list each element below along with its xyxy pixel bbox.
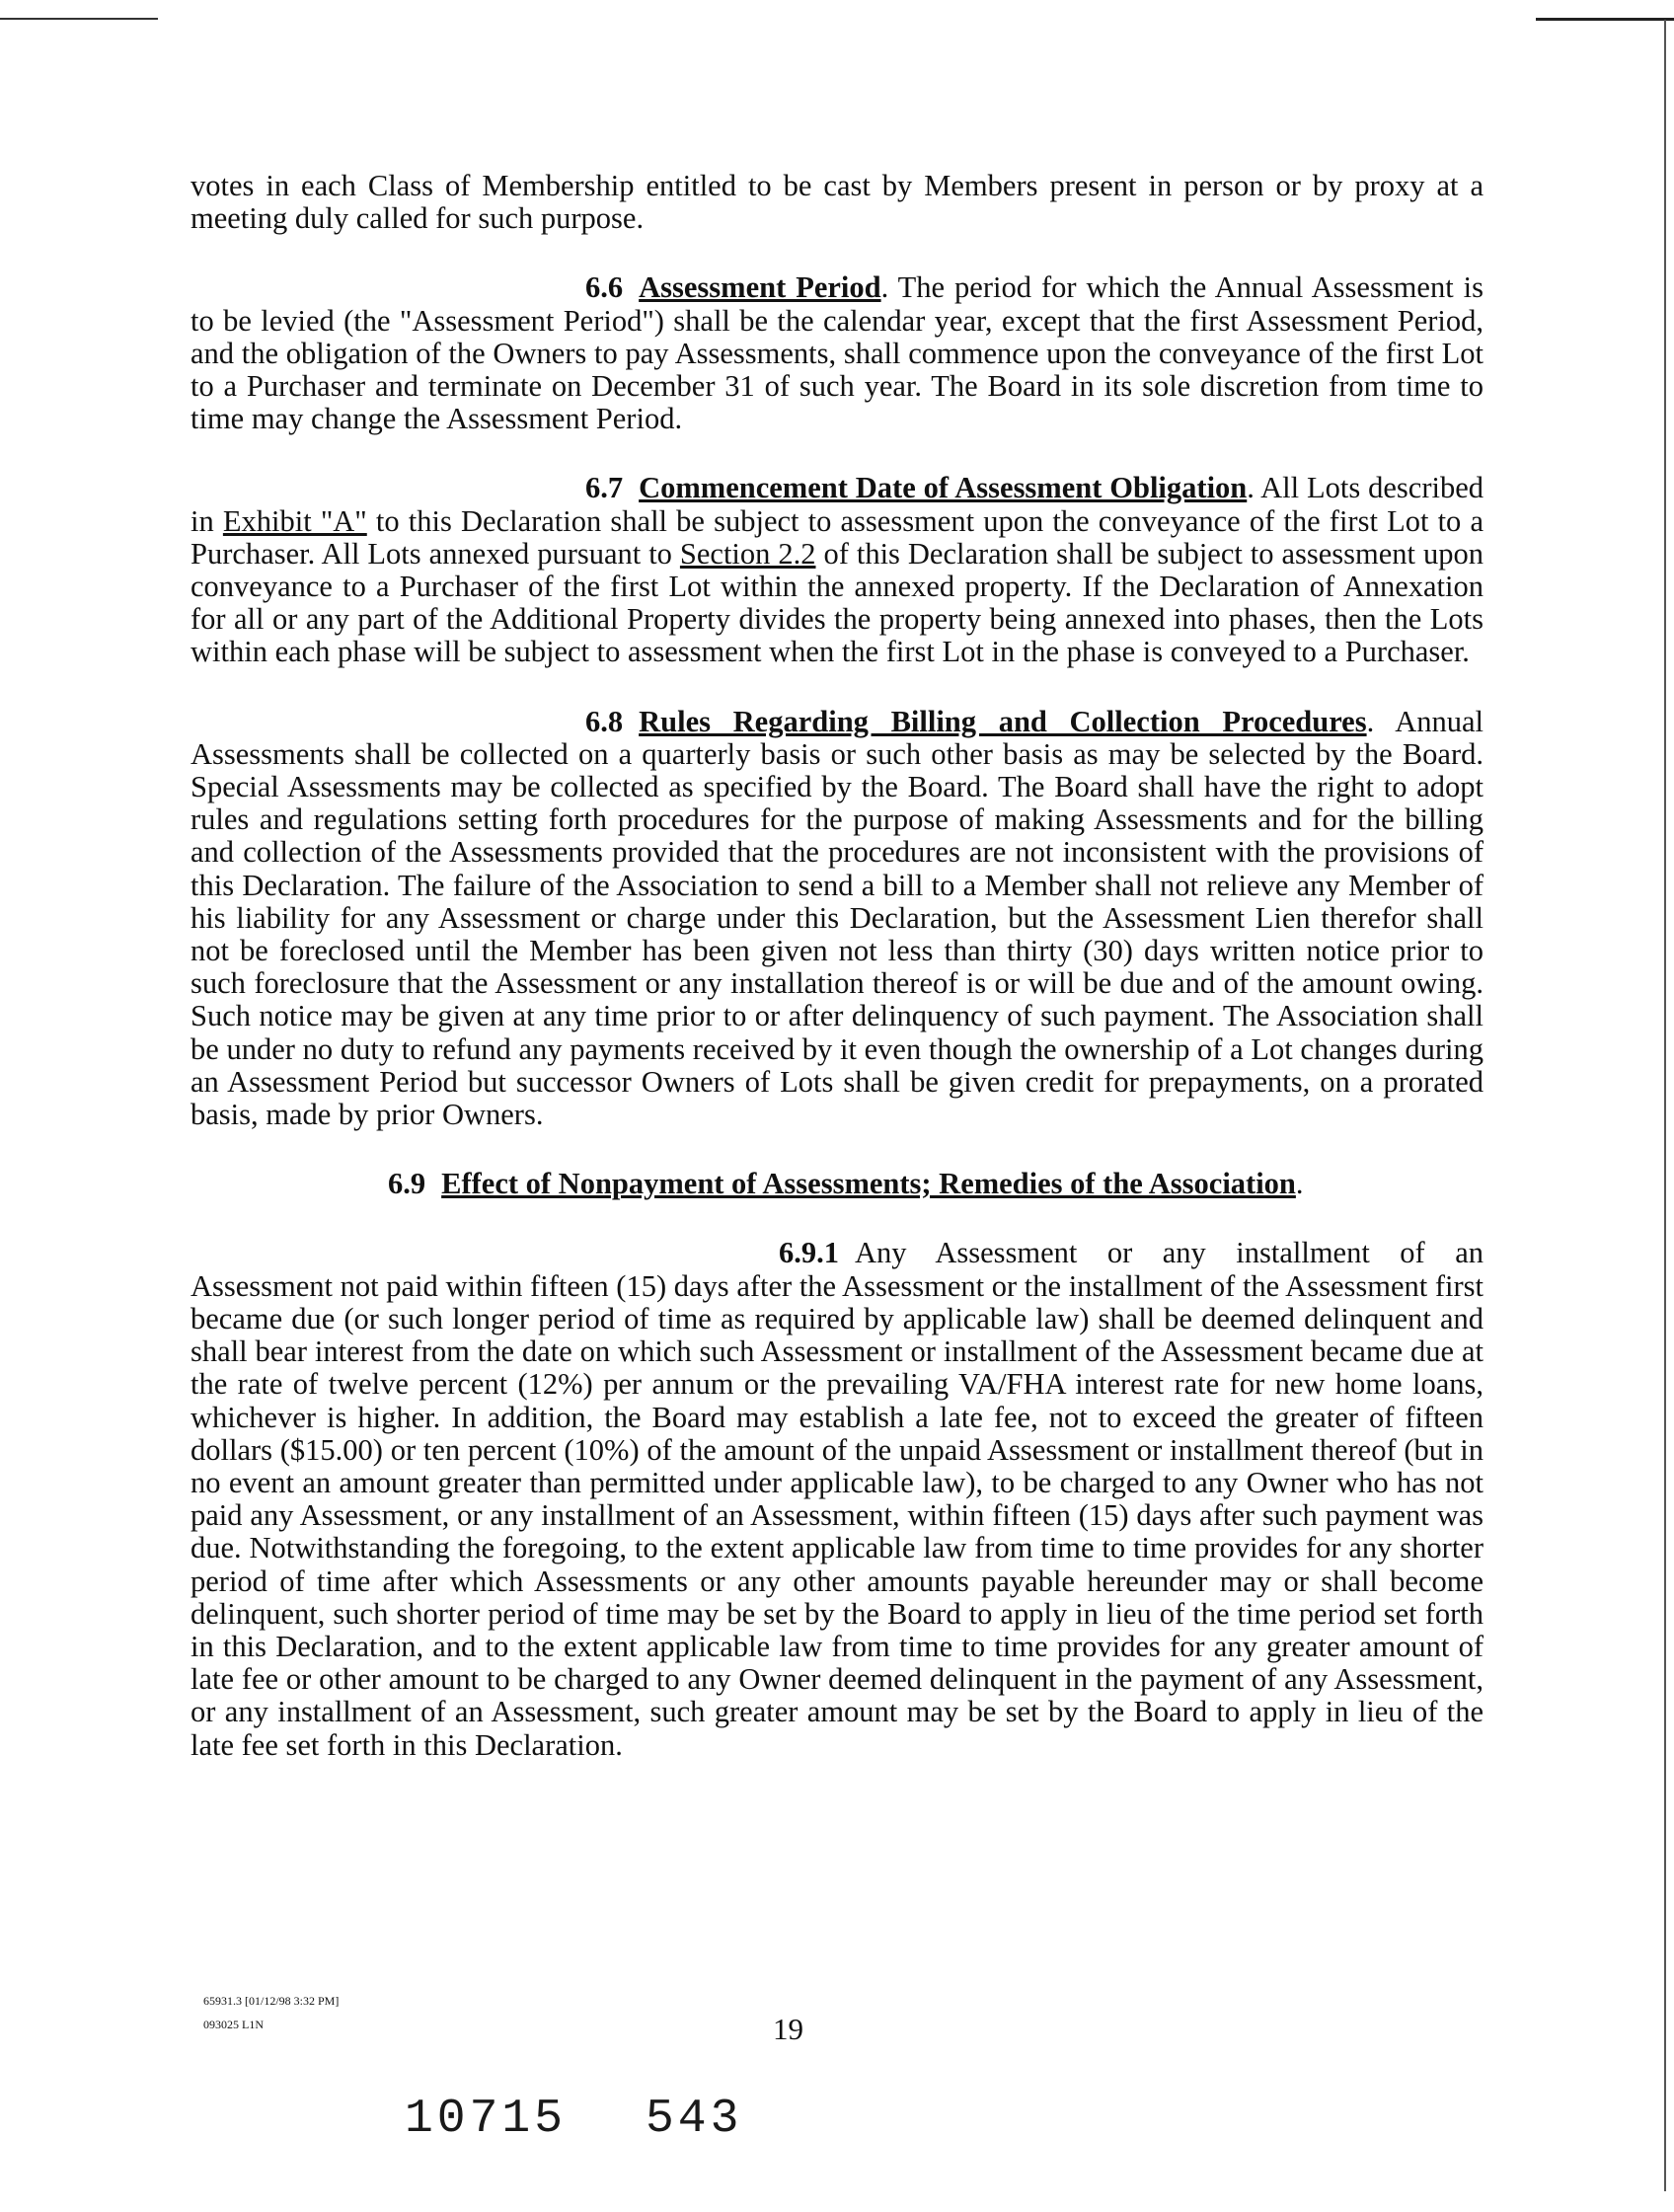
scan-artifact-edge bbox=[1664, 20, 1666, 2191]
footer-doc-id: 093025 L1N bbox=[203, 2018, 264, 2031]
section-heading: Assessment Period bbox=[639, 270, 881, 305]
scan-artifact-line bbox=[1536, 18, 1674, 21]
section-text: to this Declaration shall be subject to assessment upon the conveyance of the first Lot to a Purchaser. All Lots annexed pursuant to bbox=[190, 503, 1484, 571]
section-text: . The period for which the Annual Assessment is to be levied (the "Assessment Period") shall be the calendar year, except that the first Assessment Period, and the obligation of the Owners to pay Assessments, shall commence upon the conveyance of the first Lot to a Purchaser and terminate on December 31 of such year. The Board in its sole discretion from time to time may change the Assessment Period. bbox=[190, 270, 1484, 436]
section-number: 6.7 bbox=[585, 471, 624, 505]
section-text: . Annual Assessments shall be collected on a quarterly basis or such other basis as may be selected by the Board. Special Assessments may be collected as specified by the Board. The Board shall have the right to adopt rules and regulations setting forth procedures for the purpose of making Assessments and for the billing and collection of the Assessments provided that the procedures are not inconsistent with the provisions of this Declaration. The failure of the Association to send a bill to a Member shall not relieve any Member of his liability for any Assessment or charge under this Declaration, but the Assessment Lien therefor shall not be foreclosed until the Member has been given not less than thirty (30) days written notice prior to such foreclosure that the Assessment or any installation thereof is or will be due and of the amount owing. Such notice may be given at any time prior to or after delinquency of such payment. The Association shall be under no duty to refund any payments received by it even though the ownership of a Lot changes during an Assessment Period but successor Owners of Lots shall be given credit for prepayments, on a prorated basis, made by prior Owners. bbox=[190, 704, 1484, 1132]
section-heading: Effect of Nonpayment of Assessments; Remedies of the Association bbox=[441, 1167, 1296, 1201]
section-6-9-1 bbox=[190, 1237, 1484, 1761]
footer-doc-id: 65931.3 [01/12/98 3:32 PM] bbox=[203, 1994, 340, 2008]
heading-period: . bbox=[1295, 1167, 1304, 1201]
continuation-paragraph: votes in each Class of Membership entitled to be cast by Members present in person or by proxy at a meeting duly called for such purpose. bbox=[190, 169, 1484, 236]
section-reference: Section 2.2 bbox=[679, 536, 816, 571]
section-number: 6.6 bbox=[585, 270, 624, 305]
exhibit-reference: Exhibit "A" bbox=[222, 503, 367, 538]
page-number: 19 bbox=[773, 2012, 803, 2046]
section-number: 6.9 bbox=[388, 1167, 426, 1201]
section-6-8 bbox=[190, 706, 1484, 1132]
section-6-6 bbox=[190, 271, 1484, 435]
section-heading: Commencement Date of Assessment Obligation bbox=[639, 471, 1248, 505]
section-6-9 bbox=[190, 1168, 1484, 1200]
recording-stamp-book: 10715 bbox=[405, 2093, 568, 2146]
document-body bbox=[190, 170, 1484, 1798]
section-6-7 bbox=[190, 472, 1484, 668]
recording-stamp-page: 543 bbox=[646, 2093, 743, 2146]
section-text: of this Declaration shall be subject to assessment upon conveyance to a Purchaser of the first Lot within the annexed property. If the Declaration of Annexation for all or any part of the Additional Property divides the property being annexed into phases, then the Lots within each phase will be subject to assessment when the first Lot in the phase is conveyed to a Purchaser. bbox=[190, 536, 1484, 669]
section-text: Any Assessment or any installment of an Assessment not paid within fifteen (15) days after the Assessment or the installment of the Assessment first became due (or such longer period of time as required by applicable law) shall be deemed delinquent and shall bear interest from the date on which such Assessment or installment of the Assessment became due at the rate of twelve percent (12%) per annum or the prevailing VA/FHA interest rate for new home loans, whichever is higher. In addition, the Board may establish a late fee, not to exceed the greater of fifteen dollars ($15.00) or ten percent (10%) of the amount of the unpaid Assessment or installment thereof (but in no event an amount greater than permitted under applicable law), to be charged to any Owner who has not paid any Assessment, or any installment of an Assessment, within fifteen (15) days after such payment was due. Notwithstanding the foregoing, to the extent applicable law from time to time provides for any shorter period of time after which Assessments or any other amounts payable hereunder may or shall become delinquent, such shorter period of time may be set by the Board to apply in lieu of the time period set forth in this Declaration, and to the extent applicable law from time to time provides for any greater amount of late fee or other amount to be charged to any Owner deemed delinquent in the payment of any Assessment, or any installment of an Assessment, such greater amount may be set by the Board to apply in lieu of the late fee set forth in this Declaration. bbox=[190, 1236, 1484, 1762]
section-text: . All Lots described in bbox=[190, 471, 1484, 538]
section-heading: Rules Regarding Billing and Collection Procedures bbox=[639, 704, 1367, 738]
section-number: 6.8 bbox=[585, 704, 624, 738]
scan-artifact-line bbox=[0, 18, 158, 20]
section-number: 6.9.1 bbox=[779, 1236, 839, 1270]
